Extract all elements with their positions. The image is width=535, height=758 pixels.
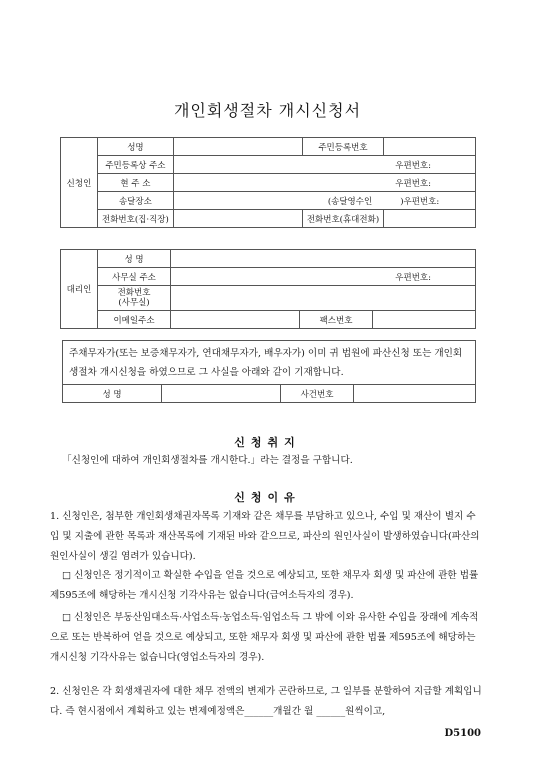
purpose-heading: 신청취지 — [234, 436, 301, 449]
agent-office-label: 사무실 주소 — [98, 268, 171, 286]
agent-email-label: 이메일주소 — [98, 311, 171, 329]
agent-name-field[interactable] — [171, 250, 476, 268]
applicant-mobile-field[interactable] — [384, 210, 476, 228]
postal-label: 우편번호: — [395, 160, 431, 171]
agent-phone-field[interactable] — [171, 286, 476, 311]
applicant-rrn-label: 주민등록번호 — [302, 138, 383, 156]
notice-box — [62, 340, 476, 403]
applicant-phone-label: 전화번호(집·직장) — [98, 210, 174, 228]
agent-phone-label — [98, 286, 171, 311]
page-title: 개인회생절차 개시신청서 — [173, 101, 362, 120]
applicant-rrn-field[interactable] — [384, 138, 476, 156]
reason-check-2 — [50, 608, 482, 668]
agent-phone-label-line2: (사무실) — [118, 298, 150, 308]
reason-item-2: 2. 신청인은 각 회생채권자에 대한 채무 전액의 변제가 곤란하므로, 그 일부를 분할하여 지급할 계획입니다. 즉 현시점에서 계획하고 있는 변제예정액은______개월간 월 ______원씩이고, — [50, 686, 482, 717]
reasons-heading: 신청이유 — [234, 491, 301, 504]
applicant-mail-field[interactable] — [173, 192, 475, 210]
form-code: D5100 — [444, 728, 481, 739]
applicant-name-label: 성명 — [98, 138, 174, 156]
reason-check-1 — [50, 566, 482, 606]
notice-case-field[interactable] — [354, 385, 476, 403]
applicant-table — [60, 137, 476, 228]
applicant-reg-addr-field[interactable] — [173, 156, 475, 174]
applicant-reg-addr-label: 주민등록상 주소 — [98, 156, 174, 174]
applicant-phone-field[interactable] — [173, 210, 302, 228]
agent-fax-label: 팩스번호 — [300, 311, 373, 329]
reason-check-1-text: □ 신청인은 정기적이고 확실한 수입을 얻을 것으로 예상되고, 또한 채무자 회생 및 파산에 관한 법률 제595조에 해당하는 개시신청 기각사유는 없습니다(급여소득자의 경우). — [50, 570, 479, 601]
reason-check-2-text: □ 신청인은 부동산임대소득·사업소득·농업소득·임업소득 그 밖에 이와 유사한 수입을 장래에 계속적으로 또는 반복하여 얻을 것으로 예상되고, 또한 채무자 회생 및 파산에 관한 법률 제595조에 해당하는 개시신청 기각사유는 없습니다(영업소득자의 경우). — [50, 612, 479, 663]
applicant-side-label: 신청인 — [61, 138, 98, 228]
purpose-text: 「신청인에 대하여 개인회생절차를 개시한다.」라는 결정을 구합니다. — [62, 455, 353, 466]
agent-email-field[interactable] — [171, 311, 300, 329]
applicant-cur-addr-field[interactable] — [173, 174, 475, 192]
agent-name-label: 성 명 — [98, 250, 171, 268]
mail-recipient-label: (송달영수인 — [327, 196, 373, 207]
notice-text: 주채무자가(또는 보증채무자가, 연대채무자가, 배우자가) 이미 귀 법원에 파산신청 또는 개인회생절차 개시신청을 하였으므로 그 사실을 아래와 같이 기재합니다. — [69, 348, 463, 378]
notice-case-label: 사건번호 — [281, 385, 354, 403]
reason-item-1: 1. 신청인은, 첨부한 개인회생채권자목록 기재와 같은 채무를 부담하고 있으나, 수입 및 재산이 별지 수입 및 지출에 관한 목록과 재산목록에 기재된 바와 같으므로, 파산의 원인사실이 발생하였습니다(파산의 원인사실이 생길 염려가 있습니다). — [50, 511, 480, 562]
applicant-name-field[interactable] — [173, 138, 302, 156]
agent-phone-label-line1: 전화번호 — [117, 288, 151, 298]
agent-side-label: 대리인 — [61, 250, 98, 329]
applicant-mobile-label: 전화번호(휴대전화) — [302, 210, 383, 228]
applicant-cur-addr-label: 현 주 소 — [98, 174, 174, 192]
postal-label: 우편번호: — [395, 178, 431, 189]
agent-office-field[interactable] — [171, 268, 476, 286]
applicant-mail-label: 송달장소 — [98, 192, 174, 210]
agent-fax-field[interactable] — [373, 311, 476, 329]
postal-label: 우편번호: — [395, 272, 431, 283]
notice-name-label: 성 명 — [63, 385, 162, 403]
notice-table — [63, 384, 475, 402]
mail-postal-label: )우편번호: — [400, 196, 440, 207]
agent-table — [60, 249, 476, 329]
notice-name-field[interactable] — [162, 385, 281, 403]
